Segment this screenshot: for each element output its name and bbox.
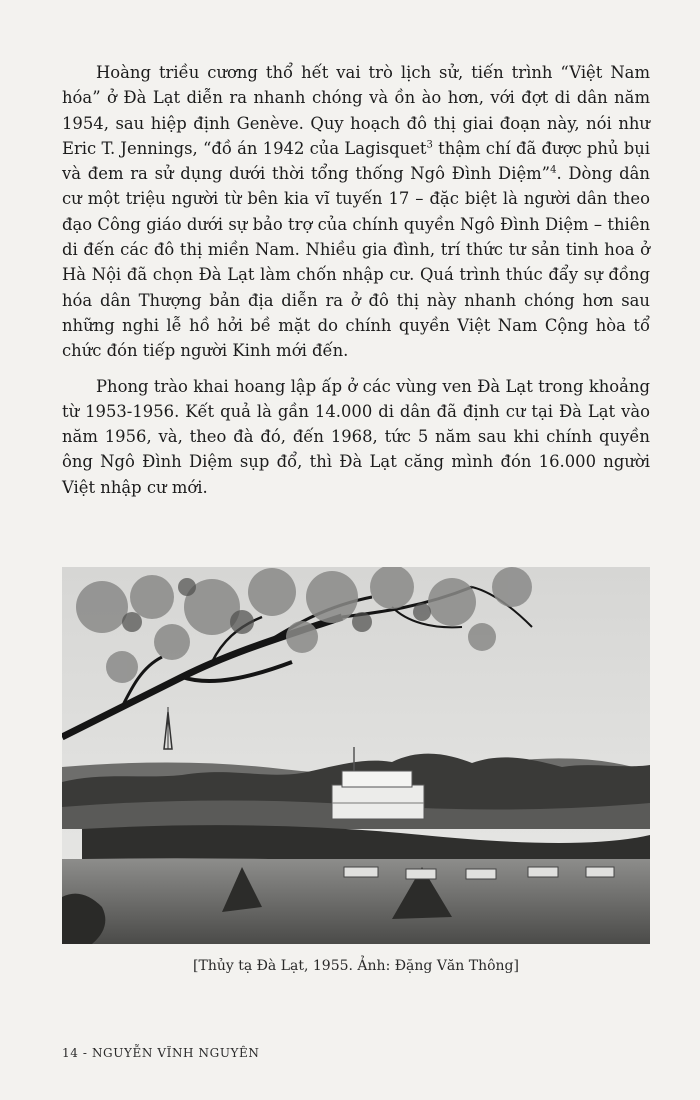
paragraph-1	[62, 60, 650, 364]
paragraph-1-part-1: Hoàng triều cương thổ hết vai trò lịch sử, tiến trình “Việt Nam hóa” ở Đà Lạt diễn ra nhanh chóng và ồn ào hơn, với đợt di dân năm 1954, sau hiệp định Genève. Quy hoạch đô thị giai đoạn này, nói như Eric T. Jennings, “đồ án 1942 của Lagisquet	[62, 63, 650, 158]
lake-pavilion-photo	[62, 567, 650, 944]
paragraph-1-part-3: . Dòng dân cư một triệu người từ bên kia vĩ tuyến 17 – đặc biệt là người dân theo đạo Công giáo dưới sự bảo trợ của chính quyền Ngô Đình Diệm – thiên di đến các đô thị miền Nam. Nhiều gia đình, trí thức tư sản tinh hoa ở Hà Nội đã chọn Đà Lạt làm chốn nhập cư. Quá trình thúc đẩy sự đồng hóa dân Thượng bản địa diễn ra ở đô thị này nhanh chóng hơn sau những nghi lễ hồ hởi bề mặt do chính quyền Việt Nam Cộng hòa tổ chức đón tiếp người Kinh mới đến.	[62, 164, 650, 361]
historical-photo	[62, 567, 650, 944]
paragraph-1-part-2: thậm chí đã được phủ bụi và đem ra sử dụng dưới thời tổng thống Ngô Đình Diệm”	[62, 138, 650, 184]
footnote-ref-4: 4	[550, 164, 557, 176]
photo-caption: [Thủy tạ Đà Lạt, 1955. Ảnh: Đặng Văn Thông]	[193, 958, 519, 974]
page-footer: 14 - NGUYỄN VĨNH NGUYÊN	[62, 1046, 260, 1060]
body-text	[62, 60, 650, 500]
paragraph-2: Phong trào khai hoang lập ấp ở các vùng ven Đà Lạt trong khoảng từ 1953-1956. Kết quả là gần 14.000 di dân đã định cư tại Đà Lạt vào năm 1956, và, theo đà đó, đến 1968, tức 5 năm sau khi chính quyền ông Ngô Đình Diệm sụp đổ, thì Đà Lạt căng mình đón 16.000 người Việt nhập cư mới.	[62, 376, 650, 497]
footnote-ref-3: 3	[426, 139, 433, 151]
